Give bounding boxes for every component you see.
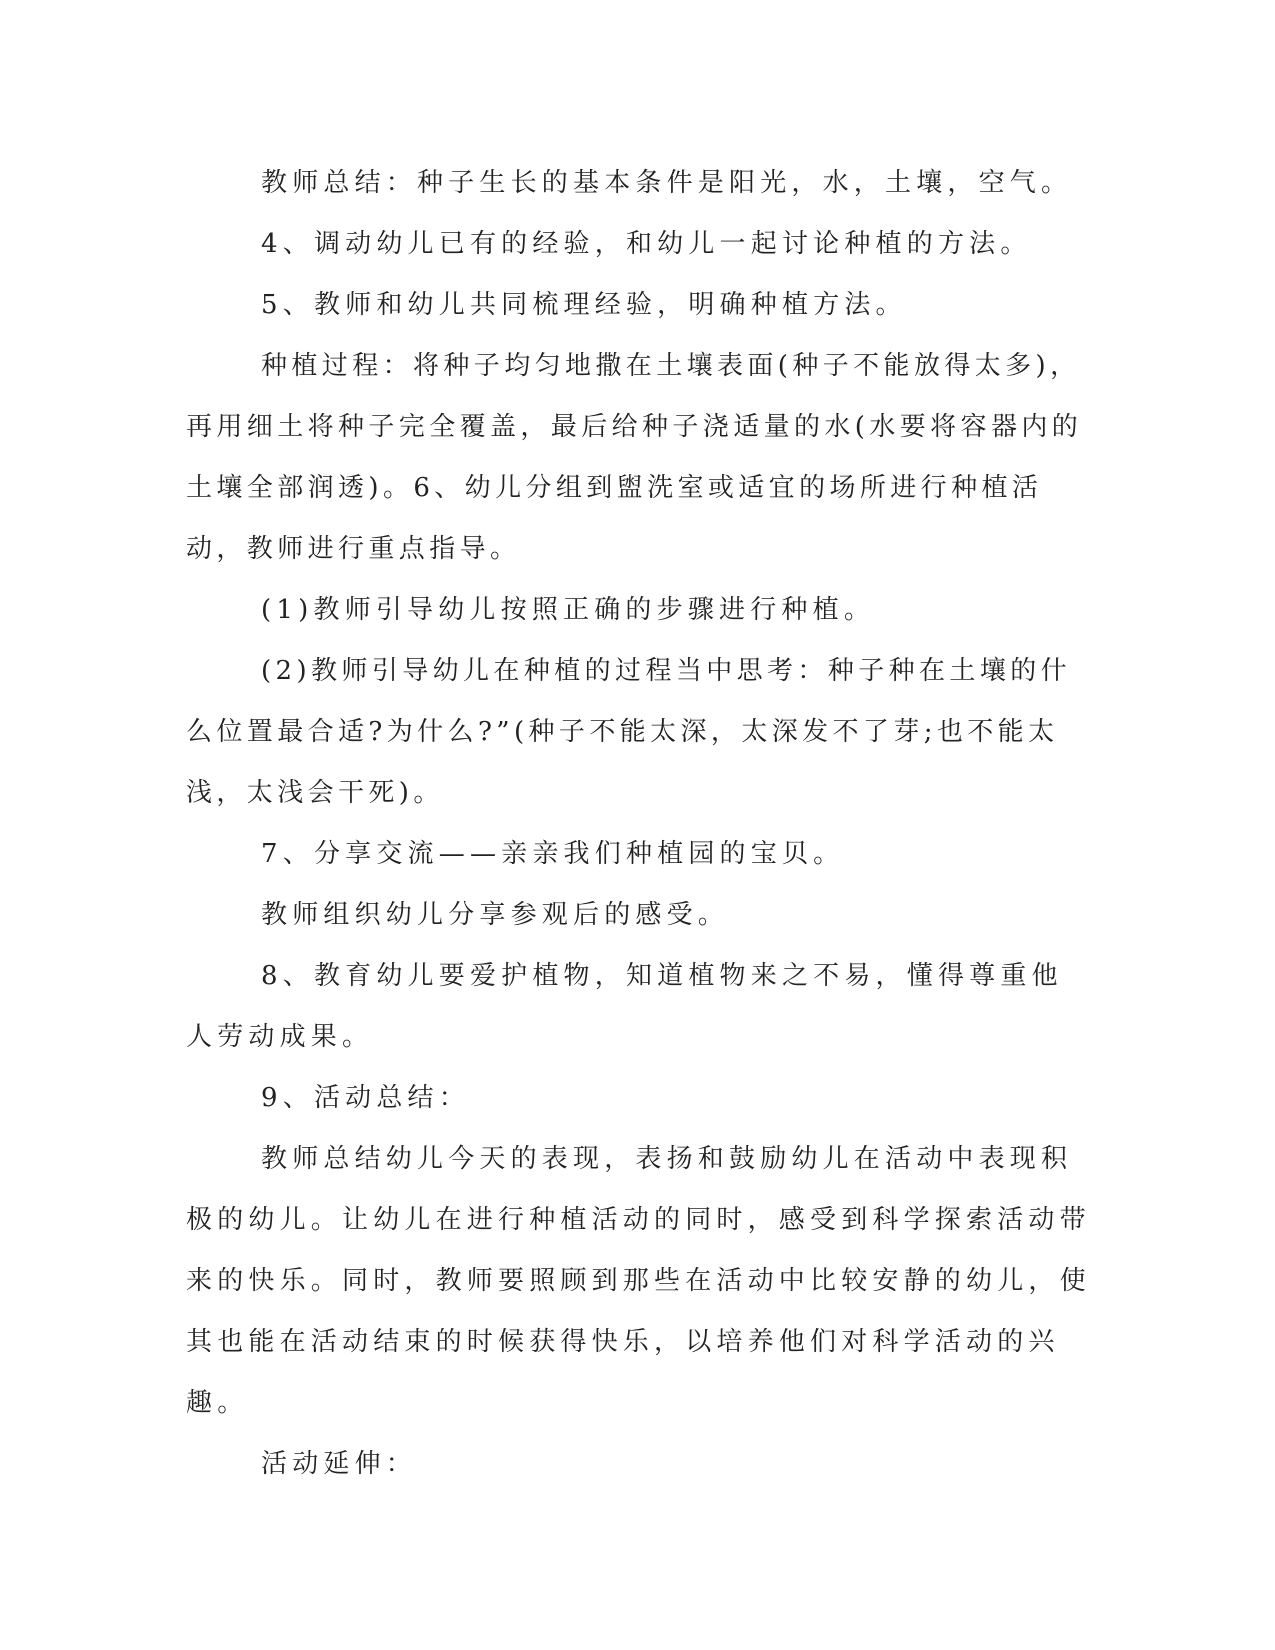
paragraph-activity-summary: 教师总结幼儿今天的表现，表扬和鼓励幼儿在活动中表现积极的幼儿。让幼儿在进行种植活动的同时，感受到科学探索活动带来的快乐。同时，教师要照顾到那些在活动中比较安静的幼儿，使其也能在活动结束的时候获得快乐，以培养他们对科学活动的兴趣。: [186, 1144, 1091, 1418]
document-body: [186, 153, 1091, 1495]
paragraph-guide-2: (2)教师引导幼儿在种植的过程当中思考：种子种在土壤的什么位置最合适?为什么?”(种子不能太深，太深发不了芽;也不能太浅，太浅会干死)。: [186, 656, 1072, 808]
paragraph-step-9: 9、活动总结：: [261, 1083, 470, 1113]
paragraph-step-5: 5、教师和幼儿共同梳理经验，明确种植方法。: [261, 290, 907, 320]
paragraph-activity-extension: 活动延伸：: [261, 1449, 418, 1479]
paragraph-teacher-summary: 教师总结：种子生长的基本条件是阳光，水，土壤，空气。: [261, 168, 1073, 198]
paragraph-share-feelings: 教师组织幼儿分享参观后的感受。: [261, 900, 730, 930]
paragraph-planting-process: 种植过程：将种子均匀地撒在土壤表面(种子不能放得太多)，再用细土将种子完全覆盖，最后给种子浇适量的水(水要将容器内的土壤全部润透)。6、幼儿分组到盥洗室或适宜的场所进行种植活动，教师进行重点指导。: [186, 351, 1083, 564]
paragraph-step-7: 7、分享交流——亲亲我们种植园的宝贝。: [261, 839, 845, 869]
paragraph-step-4: 4、调动幼儿已有的经验，和幼儿一起讨论种植的方法。: [261, 229, 1032, 259]
paragraph-guide-1: (1)教师引导幼儿按照正确的步骤进行种植。: [261, 595, 876, 625]
paragraph-step-8: 8、教育幼儿要爱护植物，知道植物来之不易，懂得尊重他人劳动成果。: [186, 961, 1063, 1052]
